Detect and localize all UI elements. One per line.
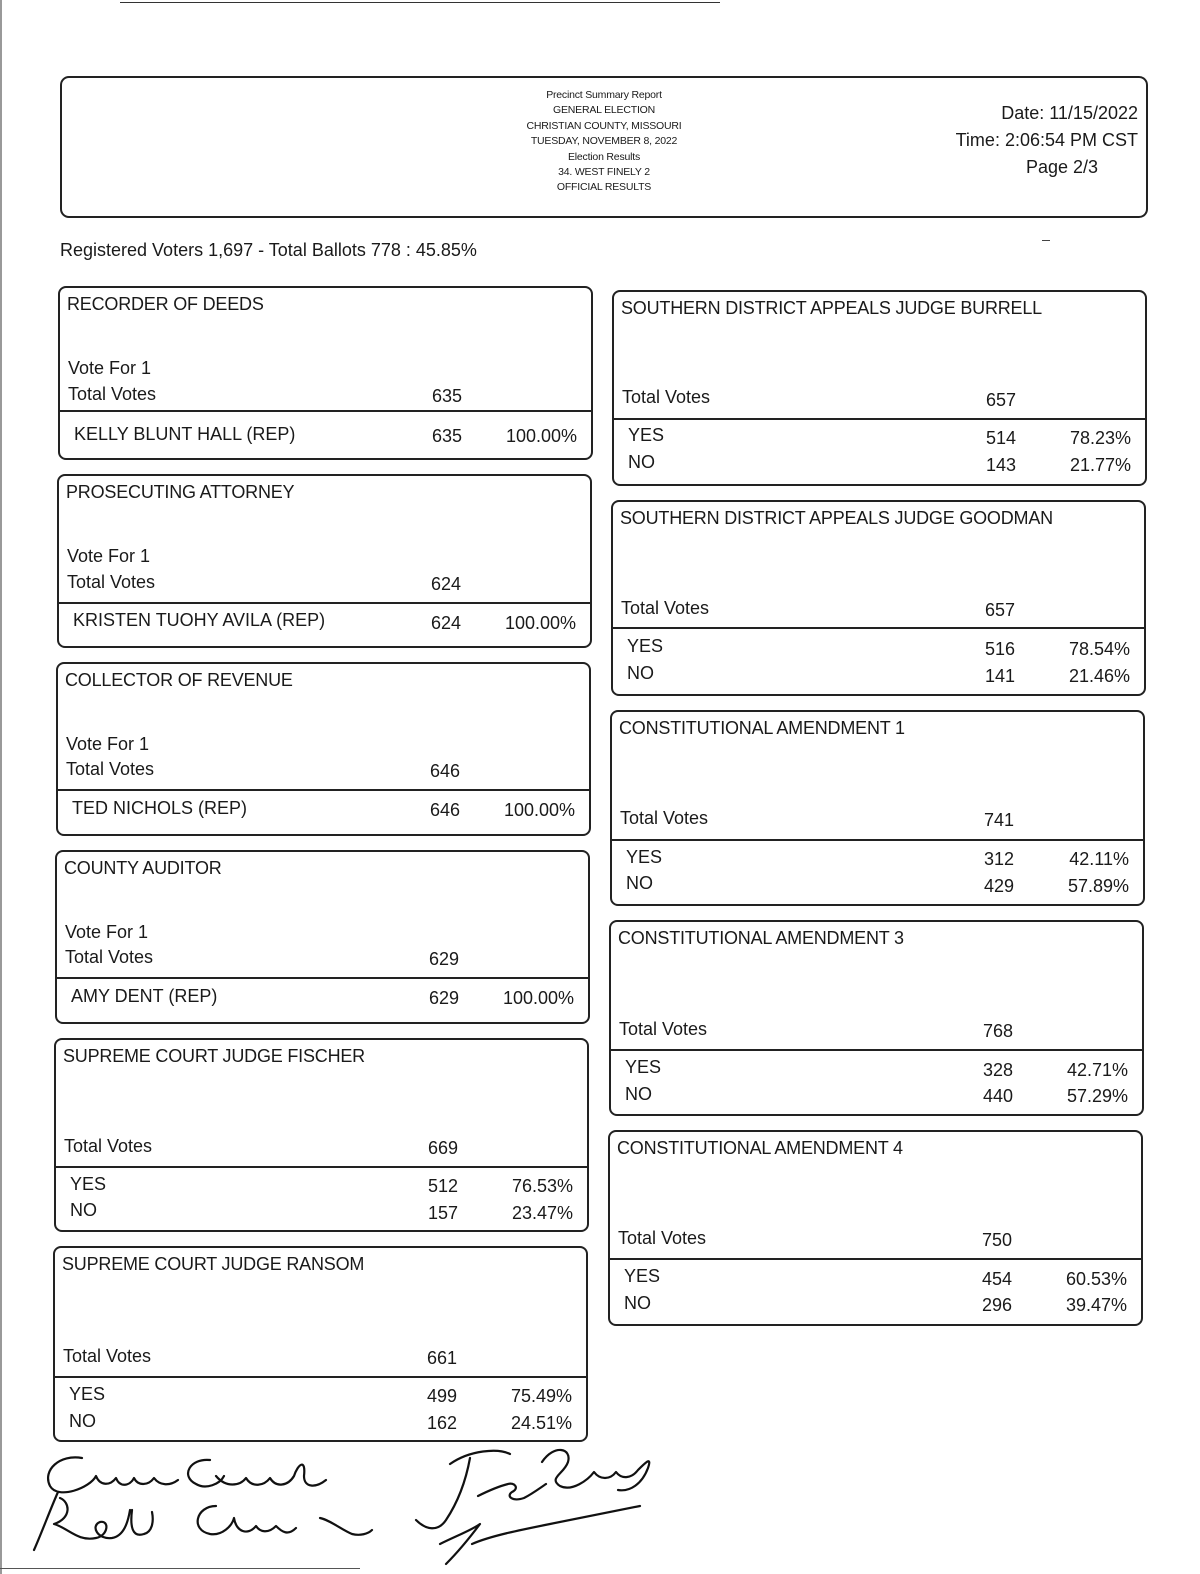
divider xyxy=(612,839,1143,841)
divider xyxy=(611,1049,1142,1051)
divider xyxy=(60,410,591,412)
contest-appeals-judge-burrell xyxy=(612,290,1147,486)
option-yes-label: YES xyxy=(625,1057,662,1077)
header-line: Election Results xyxy=(567,150,641,163)
contest-title: COLLECTOR OF REVENUE xyxy=(65,670,293,690)
signature-stroke xyxy=(48,1457,178,1492)
signature-stroke xyxy=(542,1450,649,1490)
option-yes-percent: 76.53% xyxy=(511,1176,573,1196)
scan-edge-line xyxy=(0,0,2,1574)
contest-title: SUPREME COURT JUDGE RANSOM xyxy=(62,1254,365,1274)
total-votes-label: Total Votes xyxy=(619,1019,708,1039)
total-votes-value: 661 xyxy=(427,1348,458,1368)
candidate-name: KRISTEN TUOHY AVILA (REP) xyxy=(73,610,326,630)
signatures xyxy=(20,1440,660,1570)
total-votes-label: Total Votes xyxy=(622,387,711,407)
candidate-votes: 629 xyxy=(429,988,460,1008)
header-line: OFFICIAL RESULTS xyxy=(556,181,652,194)
contest-supreme-court-fischer xyxy=(54,1038,589,1232)
candidate-votes: 635 xyxy=(432,426,463,446)
option-yes-label: YES xyxy=(70,1174,107,1194)
divider xyxy=(614,418,1145,420)
candidate-votes: 624 xyxy=(431,613,462,633)
total-votes-label: Total Votes xyxy=(621,598,710,618)
contest-title: CONSTITUTIONAL AMENDMENT 3 xyxy=(618,928,904,948)
header-line: GENERAL ELECTION xyxy=(552,104,656,117)
total-votes-label: Total Votes xyxy=(64,1136,153,1156)
total-votes-value: 768 xyxy=(983,1021,1014,1041)
total-votes-value: 635 xyxy=(432,386,463,406)
option-no-label: NO xyxy=(626,873,653,893)
option-yes-votes: 499 xyxy=(427,1386,458,1406)
total-votes-label: Total Votes xyxy=(68,384,157,404)
option-no-label: NO xyxy=(628,452,655,472)
option-yes-percent: 60.53% xyxy=(1065,1269,1127,1289)
signature-stroke xyxy=(440,1506,640,1564)
contest-title: CONSTITUTIONAL AMENDMENT 1 xyxy=(619,718,905,738)
option-no-percent: 57.29% xyxy=(1066,1086,1128,1106)
option-yes-percent: 42.11% xyxy=(1069,849,1129,869)
option-no-percent: 24.51% xyxy=(510,1413,572,1433)
contest-title: SUPREME COURT JUDGE FISCHER xyxy=(63,1046,365,1066)
option-yes-percent: 78.54% xyxy=(1068,639,1130,659)
candidate-name: AMY DENT (REP) xyxy=(71,986,218,1006)
contest-appeals-judge-goodman xyxy=(611,500,1146,696)
option-no-votes: 162 xyxy=(427,1413,458,1433)
contest-title: SOUTHERN DISTRICT APPEALS JUDGE GOODMAN xyxy=(620,508,1053,528)
total-votes-label: Total Votes xyxy=(66,759,155,779)
option-no-label: NO xyxy=(624,1293,651,1313)
header-line: Precinct Summary Report xyxy=(546,89,662,101)
registered-voters-line: Registered Voters 1,697 - Total Ballots 778 : 45.85% xyxy=(60,240,477,260)
option-yes-votes: 514 xyxy=(986,428,1017,448)
option-no-votes: 429 xyxy=(984,876,1015,896)
total-votes-label: Total Votes xyxy=(63,1346,152,1366)
report-time: Time: 2:06:54 PM CST xyxy=(955,130,1138,150)
divider xyxy=(58,789,589,791)
contest-recorder-of-deeds xyxy=(58,286,593,460)
total-votes-value: 669 xyxy=(428,1138,459,1158)
candidate-percent: 100.00% xyxy=(505,426,577,446)
total-votes-value: 629 xyxy=(429,949,460,969)
vote-for-label: Vote For 1 xyxy=(66,734,150,754)
contest-prosecuting-attorney xyxy=(57,474,592,648)
header-line: 34. WEST FINELY 2 xyxy=(558,166,650,179)
total-votes-label: Total Votes xyxy=(618,1228,707,1248)
contest-title: COUNTY AUDITOR xyxy=(64,858,222,878)
contest-constitutional-amendment-4 xyxy=(608,1130,1143,1326)
option-no-label: NO xyxy=(69,1411,96,1431)
vote-for-label: Vote For 1 xyxy=(68,358,152,378)
option-yes-percent: 42.71% xyxy=(1066,1060,1128,1080)
total-votes-value: 657 xyxy=(985,600,1016,620)
total-votes-label: Total Votes xyxy=(620,808,709,828)
contest-county-auditor xyxy=(55,850,590,1024)
candidate-percent: 100.00% xyxy=(504,613,576,633)
option-no-percent: 21.46% xyxy=(1068,666,1130,686)
report-date: Date: 11/15/2022 xyxy=(1001,103,1138,123)
stray-mark xyxy=(1042,240,1050,241)
option-no-percent: 39.47% xyxy=(1065,1295,1127,1315)
header-date-block xyxy=(956,100,1138,181)
scan-bottom-line xyxy=(0,1568,360,1569)
candidate-percent: 100.00% xyxy=(502,988,574,1008)
scan-top-line xyxy=(120,2,720,3)
total-votes-value: 624 xyxy=(431,574,462,594)
option-yes-votes: 454 xyxy=(982,1269,1013,1289)
option-no-percent: 21.77% xyxy=(1069,455,1131,475)
contest-constitutional-amendment-3 xyxy=(609,920,1144,1116)
contest-title: PROSECUTING ATTORNEY xyxy=(66,482,295,502)
option-yes-votes: 512 xyxy=(428,1176,459,1196)
header-line: CHRISTIAN COUNTY, MISSOURI xyxy=(526,119,682,132)
divider xyxy=(59,602,590,604)
option-no-percent: 23.47% xyxy=(511,1203,573,1223)
total-votes-value: 741 xyxy=(984,810,1015,830)
option-no-label: NO xyxy=(627,663,654,683)
option-yes-percent: 78.23% xyxy=(1069,428,1131,448)
option-no-votes: 157 xyxy=(428,1203,459,1223)
candidate-votes: 646 xyxy=(430,800,461,820)
option-yes-label: YES xyxy=(624,1266,661,1286)
candidate-percent: 100.00% xyxy=(503,800,575,820)
vote-for-label: Vote For 1 xyxy=(67,546,151,566)
option-yes-label: YES xyxy=(628,425,665,445)
option-no-votes: 296 xyxy=(982,1295,1013,1315)
signature-stroke xyxy=(198,1506,372,1535)
signature-stroke xyxy=(34,1492,153,1550)
option-yes-percent: 75.49% xyxy=(510,1386,572,1406)
divider xyxy=(57,977,588,979)
option-yes-label: YES xyxy=(69,1384,106,1404)
page-number: Page 2/3 xyxy=(1025,157,1098,177)
contest-title: CONSTITUTIONAL AMENDMENT 4 xyxy=(617,1138,903,1158)
vote-for-label: Vote For 1 xyxy=(65,922,149,942)
option-no-votes: 143 xyxy=(986,455,1017,475)
contest-constitutional-amendment-1 xyxy=(610,710,1145,906)
option-yes-votes: 328 xyxy=(983,1060,1014,1080)
report-header xyxy=(60,76,1148,218)
option-yes-label: YES xyxy=(626,847,663,867)
total-votes-value: 750 xyxy=(982,1230,1013,1250)
option-no-label: NO xyxy=(625,1084,652,1104)
contest-collector-of-revenue xyxy=(56,662,591,836)
total-votes-label: Total Votes xyxy=(67,572,156,592)
total-votes-value: 646 xyxy=(430,761,461,781)
signature-stroke xyxy=(416,1451,546,1528)
candidate-name: KELLY BLUNT HALL (REP) xyxy=(74,424,296,444)
divider xyxy=(56,1166,587,1168)
total-votes-value: 657 xyxy=(986,390,1017,410)
option-no-votes: 141 xyxy=(985,666,1016,686)
option-yes-votes: 312 xyxy=(984,849,1015,869)
signature-stroke xyxy=(188,1460,326,1487)
option-yes-label: YES xyxy=(627,636,664,656)
option-no-label: NO xyxy=(70,1200,97,1220)
contest-supreme-court-ransom xyxy=(53,1246,588,1442)
option-yes-votes: 516 xyxy=(985,639,1016,659)
option-no-percent: 57.89% xyxy=(1067,876,1129,896)
divider xyxy=(613,627,1144,629)
contest-title: RECORDER OF DEEDS xyxy=(67,294,264,314)
header-line: TUESDAY, NOVEMBER 8, 2022 xyxy=(530,135,678,148)
divider xyxy=(610,1258,1141,1260)
divider xyxy=(55,1376,586,1378)
candidate-name: TED NICHOLS (REP) xyxy=(72,798,248,818)
total-votes-label: Total Votes xyxy=(65,947,154,967)
contest-title: SOUTHERN DISTRICT APPEALS JUDGE BURRELL xyxy=(621,298,1042,318)
option-no-votes: 440 xyxy=(983,1086,1014,1106)
